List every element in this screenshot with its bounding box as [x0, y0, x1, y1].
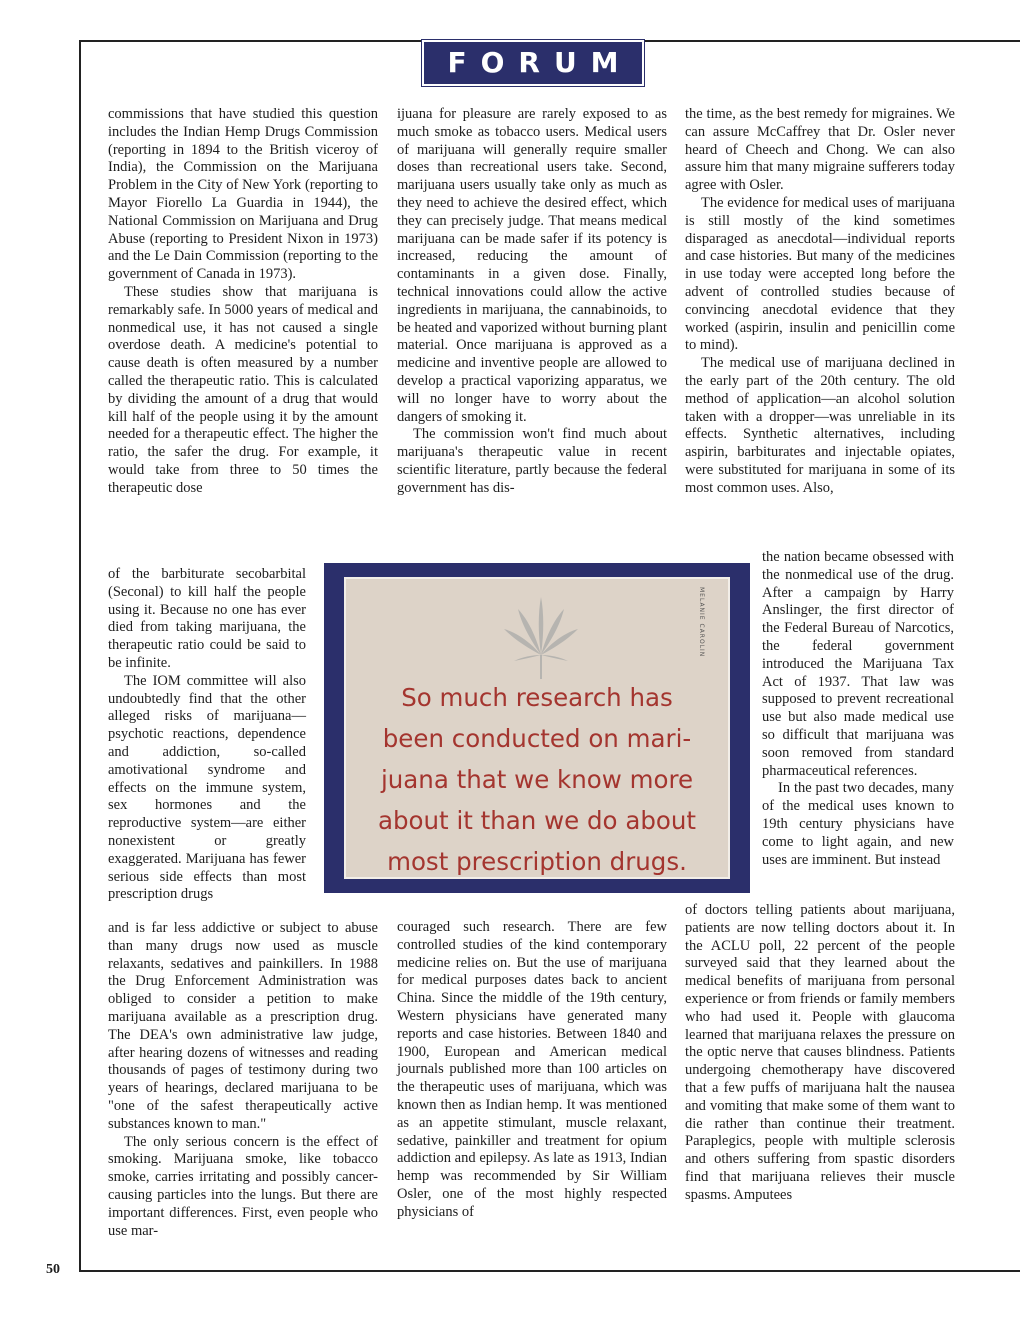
- column-3-bottom: [685, 902, 955, 1205]
- photo-credit: MELANIE CAROLIN: [698, 587, 705, 658]
- paragraph: couraged such research. There are few controlled studies of the kind contemporary medicine relies on. But the use of marijuana for medical purposes dates back to ancient China. Since the middle of the 19th century, Western physicians have generated many reports and case histories. Between 1840 and 1900, European and American medical journals published more than 100 articles on the therapeutic uses of marijuana, which was known then as Indian hemp. It was mentioned as an appetite stimulant, muscle relaxant, sedative, painkiller and treatment for opium addiction and epilepsy. As late as 1913, Indian hemp was recommended by Sir William Osler, one of the most highly respected physicians of: [397, 919, 667, 1220]
- paragraph: the nation became obsessed with the nonmedical use of the drug. After a campaign by Harry Anslinger, the first director of the Federal Bureau of Narcotics, the federal government introduced the Marijuana Tax Act of 1937. That law was supposed to prevent recreational use but also made medical use so difficult that marijuana was soon removed from standard pharmaceutical references.: [762, 549, 954, 779]
- paragraph: the time, as the best remedy for migraines. We can assure McCaffrey that Dr. Osler never heard of Cheech and Chong. We can also assure him that many migraine sufferers today agree with Osler.: [685, 106, 955, 194]
- paragraph: The medical use of marijuana declined in the early part of the 20th century. The old method of application—an alcohol solution taken with a dropper—was unreliable in its effects. Synthetic alternatives, including aspirin, barbiturates and injectable opiates, were substituted for marijuana in some of its most common uses. Also,: [685, 355, 955, 496]
- pull-quote-line: juana that we know more: [380, 765, 694, 794]
- column-2-bottom: [397, 919, 667, 1222]
- paragraph: The only serious concern is the effect of smoking. Marijuana smoke, like tobacco smoke, carries irritating and possibly cancer-causing particles into the lungs. But there are important differences. First, even people who use mar-: [108, 1133, 378, 1239]
- pull-quote-line: So much research has: [401, 683, 673, 712]
- pull-quote-text: [346, 677, 728, 882]
- pull-quote-line: about it than we do about: [377, 806, 697, 835]
- column-3-narrow: [762, 549, 954, 869]
- paragraph: ijuana for pleasure are rarely exposed to as much smoke as tobacco users. Medical users of marijuana will generally require smaller doses than recreational users take. Second, marijuana users usually take only as much as they need to achieve the desired effect, which they can precisely judge. That means medical marijuana can be made safer if its potency is increased, reducing the amount of contaminants in a given dose. Finally, technical innovations could allow the active ingredients in marijuana, the cannabinoids, to be heated and vaporized without burning plant material. Once marijuana is approved as a medicine and inventive people are allowed to develop a practical vaporizing apparatus, we will no longer have to worry about the dangers of smoking it.: [397, 106, 667, 425]
- paragraph: of the barbiturate secobarbital (Seconal) to kill half the people using it. Because no one has ever died from taking marijuana, the therapeutic ratio could be said to be infinite.: [108, 566, 306, 671]
- pull-quote-panel: [344, 577, 730, 879]
- column-1-bottom: [108, 920, 378, 1240]
- pull-quote-line: most prescription drugs.: [387, 847, 687, 876]
- section-banner: FORUM: [422, 40, 644, 86]
- paragraph: These studies show that marijuana is remarkably safe. In 5000 years of medical and nonmedical use, it has not caused a single overdose death. A medicine's potential to cause death is often measured by a number called the therapeutic ratio. This is calculated by dividing the amount of a drug that would kill half of the people using it by the amount needed for a therapeutic effect. The higher the ratio, the safer the drug. For example, it would take from three to 50 times the therapeutic dose: [108, 283, 378, 496]
- column-3-top: [685, 106, 955, 498]
- paragraph: The evidence for medical uses of marijuana is still mostly of the kind sometimes disparaged as anecdotal—individual reports and case histories. But many of the medicines in use today were accepted long before the advent of controlled studies because of convincing anecdotal evidence that they worked (aspirin, insulin and penicillin come to mind).: [685, 194, 955, 354]
- paragraph: The IOM committee will also undoubtedly find that the other alleged risks of marijuana—psychotic reactions, dependence and addiction, so-called amotivational syndrome and effects on the immune system, sex hormones and the reproductive system—are either nonexistent or greatly exaggerated. Marijuana has fewer serious side effects than most prescription drugs: [108, 672, 306, 903]
- column-1-narrow: [108, 566, 306, 904]
- column-1-top: [108, 106, 378, 498]
- paragraph: In the past two decades, many of the medical uses known to 19th century physicians have come to light again, and new uses are imminent. But instead: [762, 780, 954, 868]
- pull-quote-box: [324, 563, 750, 893]
- cannabis-leaf-icon: [496, 593, 586, 683]
- paragraph: commissions that have studied this question includes the Indian Hemp Drugs Commission (reporting in 1894 to the British viceroy of India), the Commission on the Marijuana Problem in the City of New York (reporting to Mayor Fiorello La Guardia in 1944), the National Commission on Marijuana and Drug Abuse (reporting to President Nixon in 1973) and the Le Dain Commission (reporting to the government of Canada in 1973).: [108, 106, 378, 283]
- page-number: 50: [46, 1262, 60, 1277]
- paragraph: of doctors telling patients about marijuana, patients are now telling doctors about it. In the ACLU poll, 22 percent of the people surveyed said that they learned about the medical benefits of marijuana from personal experience or from friends or family members who had used it. People with glaucoma learned that marijuana relaxes the pressure on the optic nerve that causes blindness. Patients undergoing chemotherapy have discovered that a few puffs of marijuana halt the nausea and vomiting that make some of them want to die rather than continue their treatment. Paraplegics, people with multiple sclerosis and others suffering from spastic disorders find that marijuana relieves their muscle spasms. Amputees: [685, 902, 955, 1203]
- paragraph: The commission won't find much about marijuana's therapeutic value in recent scientific literature, partly because the federal government has dis-: [397, 426, 667, 496]
- paragraph: and is far less addictive or subject to abuse than many drugs now used as muscle relaxants, sedatives and painkillers. In 1988 the Drug Enforcement Administration was obliged to consider a petition to make marijuana available as a prescription drug. The DEA's own administrative law judge, after hearing dozens of witnesses and reading thousands of pages of testimony during two years of hearings, declared marijuana to be "one of the safest therapeutically active substances known to man.": [108, 920, 378, 1132]
- pull-quote-line: been conducted on mari-: [382, 724, 692, 753]
- column-2-top: [397, 106, 667, 498]
